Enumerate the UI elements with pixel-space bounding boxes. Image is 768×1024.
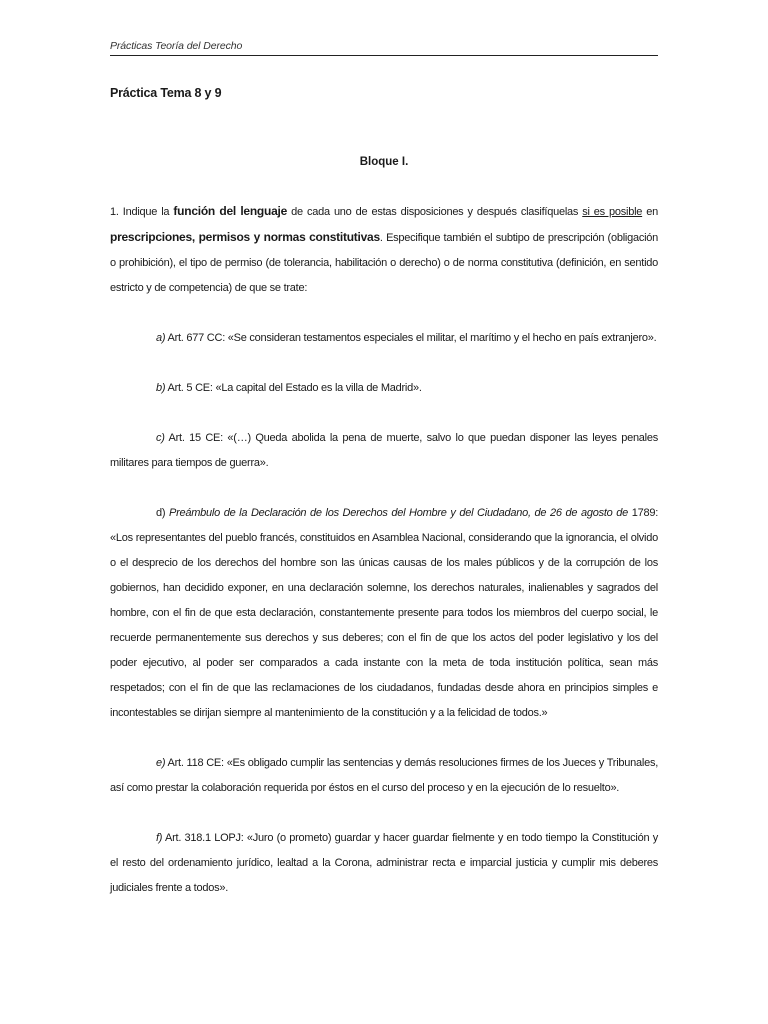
intro-underline: si es posible (582, 206, 643, 218)
item-b-text: Art. 5 CE: «La capital del Estado es la villa de Madrid». (165, 382, 422, 394)
item-e-text: Art. 118 CE: «Es obligado cumplir las sentencias y demás resoluciones firmes de los Jueces y Tribunales, así como prestar la colaboración requerida por éstos en el curso del proceso y en la ejecución de lo resuelto». (110, 757, 658, 794)
item-f-text: Art. 318.1 LOPJ: «Juro (o prometo) guardar y hacer guardar fielmente y en todo tiempo la Constitución y el resto del ordenamiento jurídico, lealtad a la Corona, administrar recta e imparcial justicia y cumplir mis deberes judiciales frente a todos». (110, 832, 658, 894)
item-c-text: Art. 15 CE: «(…) Queda abolida la pena de muerte, salvo lo que puedan disponer las leyes penales militares para tiempos de guerra». (110, 432, 658, 469)
item-c (110, 426, 658, 476)
document-page (110, 40, 658, 901)
question-paragraph (110, 199, 658, 301)
intro-text-3: en (642, 206, 658, 218)
item-a-text: Art. 677 CC: «Se consideran testamentos especiales el militar, el marítimo y el hecho en país extranjero». (165, 332, 657, 344)
item-d-italic: Preámbulo de la Declaración de los Derechos del Hombre y del Ciudadano, de 26 de agosto de (165, 507, 628, 519)
item-d-letter: d) (156, 507, 166, 519)
item-b (110, 376, 658, 401)
intro-bold-2: prescripciones, permisos y normas constitutivas (110, 230, 380, 244)
item-f (110, 826, 658, 901)
intro-bold-1: función del lenguaje (173, 204, 288, 218)
item-e-letter: e) (156, 757, 166, 769)
item-f-letter: f) (156, 832, 163, 844)
item-d (110, 501, 658, 726)
block-title: Bloque I. (359, 156, 409, 168)
item-d-text: 1789: «Los representantes del pueblo francés, constituidos en Asamblea Nacional, considerando que la ignorancia, el olvido o el desprecio de los derechos del hombre son las únicas causas de los males públicos y de la corrupción de los gobiernos, han decidido exponer, en una declaración solemne, los derechos naturales, inalienables y sagrados del hombre, con el fin de que esta declaración, constantemente presente para todos los miembros del cuerpo social, le recuerde permanentemente sus derechos y sus deberes; con el fin de que los actos del poder legislativo y los del poder ejecutivo, al poder ser comparados a cada instante con la meta de toda institución política, sean más respetados; con el fin de que las reclamaciones de los ciudadanos, fundadas desde ahora en principios simples e incontestables se dirijan siempre al mantenimiento de la constitución y a la felicidad de todos.» (110, 507, 658, 719)
item-a-letter: a) (156, 332, 166, 344)
item-c-letter: c) (156, 432, 165, 444)
running-header: Prácticas Teoría del Derecho (110, 40, 658, 56)
intro-text-4: . Especifique también el subtipo de prescripción (obligación o prohibición), el tipo de permiso (de tolerancia, habilitación o derecho) o de norma constitutiva (definición, en sentido estricto y de competencia) de que se trate: (110, 232, 658, 294)
intro-text-1: 1. Indique la (110, 206, 174, 218)
page-title: Práctica Tema 8 y 9 (110, 86, 222, 100)
item-a (110, 326, 658, 351)
item-e (110, 751, 658, 801)
intro-text-2: de cada uno de estas disposiciones y después clasifíquelas (287, 206, 583, 218)
item-b-letter: b) (156, 382, 166, 394)
